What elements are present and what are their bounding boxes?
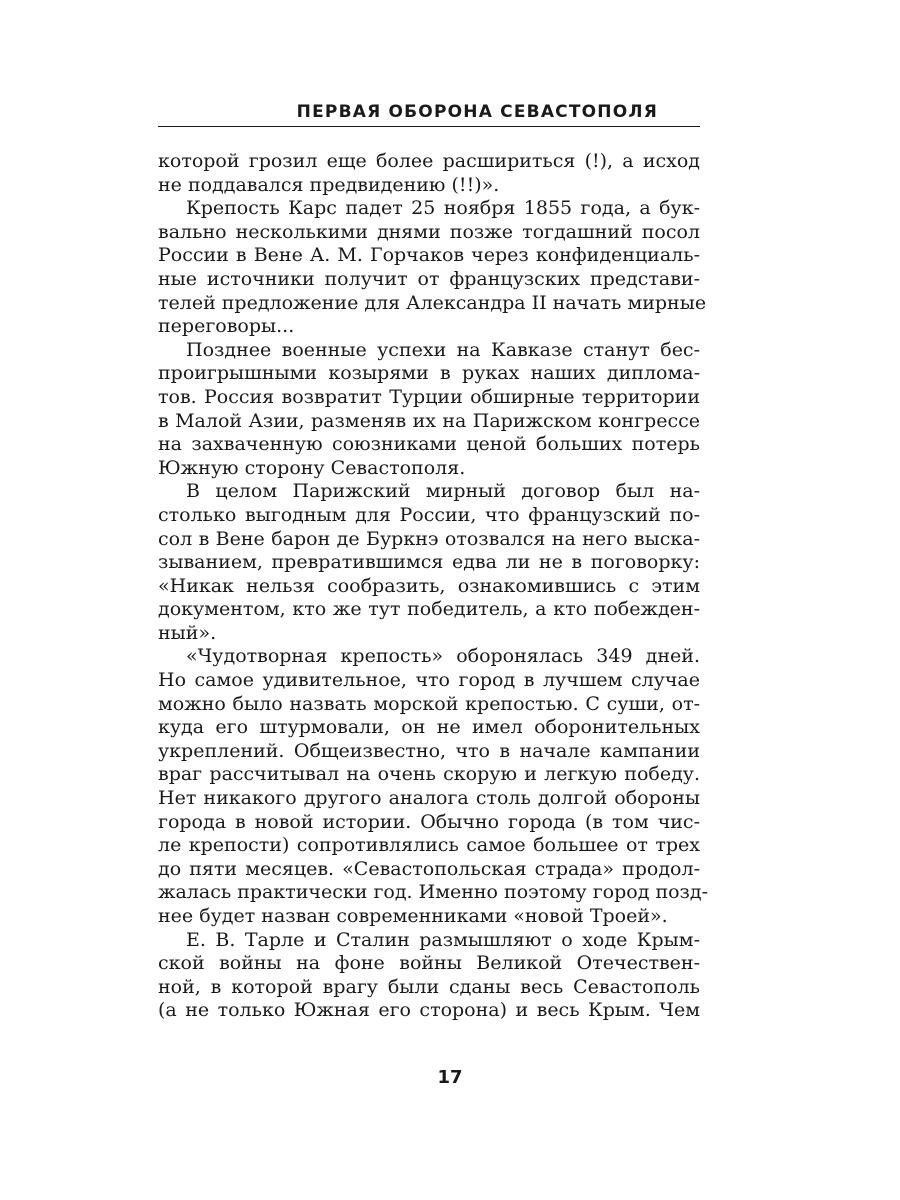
body-text (158, 150, 709, 1023)
text-line: вально несколькими днями позже тогдашний посол (158, 220, 700, 243)
header-rule (158, 126, 700, 127)
text-line: столько выгодным для России, что французский по- (158, 503, 700, 526)
text-line: которой грозил еще более расшириться (!), а исход (158, 150, 700, 172)
text-line: жалась практически год. Именно поэтому город позд- (158, 881, 709, 904)
text-line: «Чудотворная крепость» оборонялась 349 дней. (186, 645, 700, 668)
text-line: «Никак нельзя сообразить, ознакомившись с этим (158, 574, 700, 597)
text-line: города в новой истории. Обычно города (в том чис- (158, 810, 700, 833)
text-line: в Малой Азии, разменяв их на Парижском конгрессе (158, 409, 700, 432)
paragraph (158, 480, 700, 645)
text-line: В целом Парижский мирный договор был на- (186, 480, 700, 503)
text-line: России в Вене А. М. Горчаков через конфиденциаль- (158, 244, 700, 267)
paragraph (158, 339, 700, 481)
text-line: ле крепости) сопротивлялись самое большее от трех (158, 834, 700, 857)
text-line: ской войны на фоне войны Великой Отечествен- (158, 952, 700, 975)
page-number: 17 (437, 1067, 463, 1088)
running-head: ПЕРВАЯ ОБОРОНА СЕВАСТОПОЛЯ (296, 102, 658, 122)
text-line: до пяти месяцев. «Севастопольская страда» продол- (158, 857, 700, 880)
text-line: (а не только Южная его сторона) и весь Крым. Чем (158, 999, 700, 1022)
text-line: Е. В. Тарле и Сталин размышляют о ходе Крым- (186, 928, 700, 951)
text-line: Крепость Карс падет 25 ноября 1855 года, а бук- (186, 197, 700, 220)
text-line: ной, в которой врагу были сданы весь Севастополь (158, 975, 700, 998)
text-line: ный». (158, 621, 217, 644)
text-line: зыванием, превратившимся едва ли не в поговорку: (158, 551, 700, 574)
text-line: на захваченную союзниками ценой больших потерь (158, 433, 700, 456)
text-line: нее будет назван современниками «новой Троей». (158, 905, 668, 927)
paragraph (158, 929, 700, 1023)
text-line: Но самое удивительное, что город в лучшем случае (158, 669, 700, 692)
text-line: можно было назвать морской крепостью. С суши, от- (158, 692, 700, 715)
text-line: укреплений. Общеизвестно, что в начале кампании (158, 739, 700, 762)
text-line: тов. Россия возвратит Турции обширные территории (158, 385, 700, 408)
text-line: куда его штурмовали, он не имел оборонительных (158, 716, 700, 739)
text-line: Южную сторону Севастополя. (158, 456, 466, 479)
text-line: Нет никакого другого аналога столь долгой обороны (158, 787, 700, 810)
paragraph (158, 197, 707, 339)
text-line: не поддавался предвидению (!!)». (158, 173, 500, 196)
text-line: враг рассчитывал на очень скорую и легкую победу. (158, 763, 700, 786)
text-line: Позднее военные успехи на Кавказе станут бес- (186, 338, 700, 361)
text-line: телей предложение для Александра II начать мирные (158, 291, 707, 314)
text-line: переговоры... (158, 315, 295, 338)
text-line: сол в Вене барон де Буркнэ отозвался на него выска- (158, 527, 700, 550)
text-line: проигрышными козырями в руках наших диплома- (158, 362, 700, 385)
text-line: ные источники получит от французских представи- (158, 267, 700, 290)
paragraph (158, 645, 709, 928)
paragraph (158, 150, 700, 197)
text-line: документом, кто же тут победитель, а кто побежден- (158, 598, 700, 621)
